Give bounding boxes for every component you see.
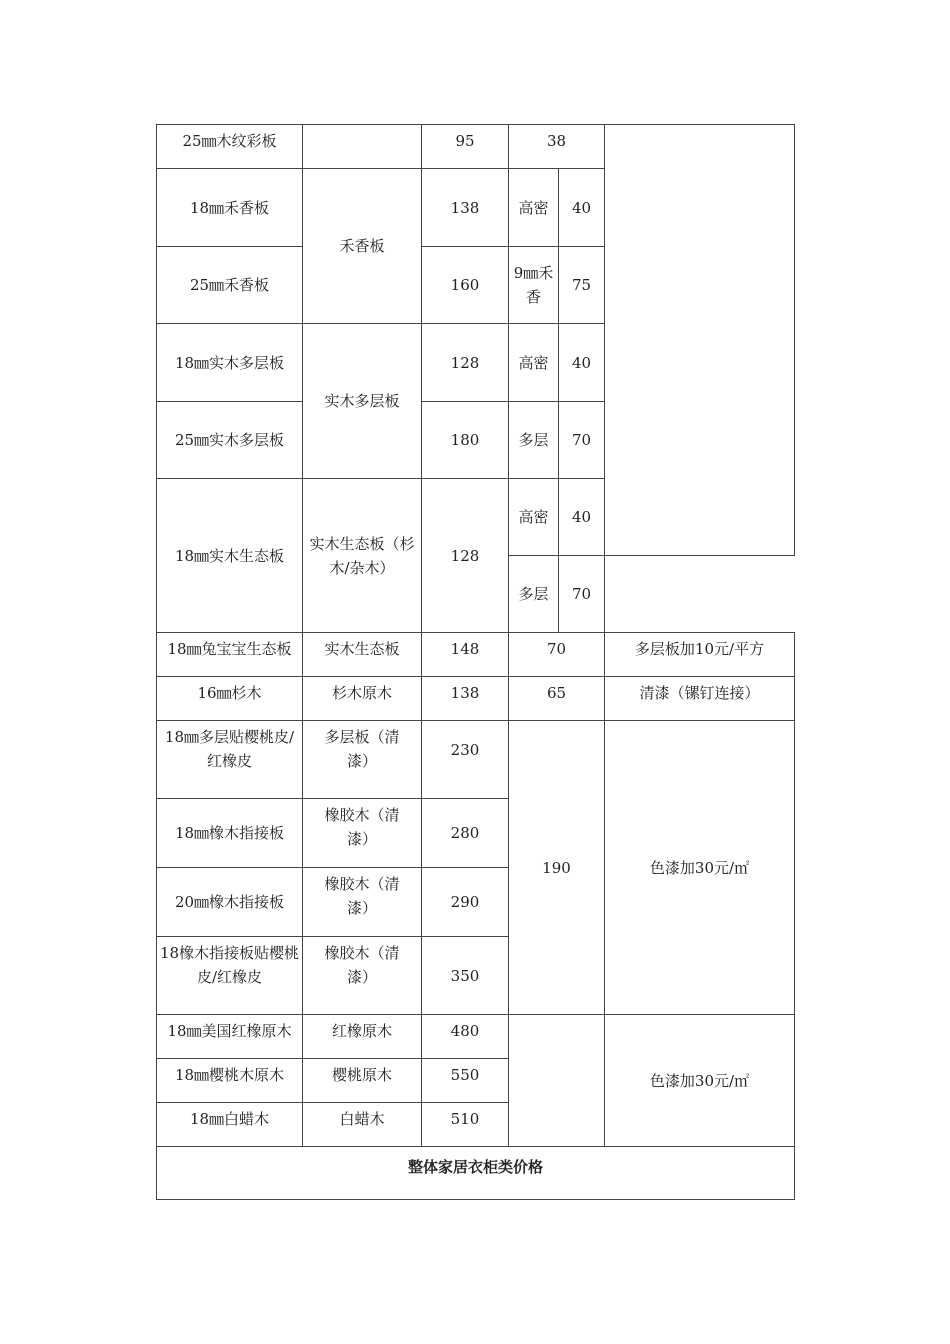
table-row (157, 721, 795, 799)
extra-price: 38 (509, 125, 605, 169)
table-row (157, 677, 795, 721)
note: 色漆加30元/㎡ (605, 721, 795, 1015)
material: 樱桃原木 (303, 1059, 422, 1103)
product-name: 18橡木指接板贴樱桃皮/红橡皮 (157, 937, 303, 1015)
sub-price: 70 (559, 402, 605, 479)
product-name: 18㎜实木多层板 (157, 324, 303, 402)
product-name: 18㎜白蜡木 (157, 1103, 303, 1147)
table-row (157, 1147, 795, 1200)
section-title: 整体家居衣柜类价格 (157, 1147, 795, 1200)
product-name: 18㎜实木生态板 (157, 479, 303, 633)
product-name: 18㎜兔宝宝生态板 (157, 633, 303, 677)
product-name: 18㎜多层贴樱桃皮/红橡皮 (157, 721, 303, 799)
price: 550 (422, 1059, 509, 1103)
material: 白蜡木 (303, 1103, 422, 1147)
product-name: 16㎜杉木 (157, 677, 303, 721)
price: 230 (422, 721, 509, 799)
price: 350 (422, 937, 509, 1015)
table-row (157, 125, 795, 169)
extra-price: 190 (509, 721, 605, 1015)
sub-type: 高密 (509, 324, 559, 402)
material: 橡胶木（清漆） (303, 799, 422, 868)
material: 多层板（清漆） (303, 721, 422, 799)
note-empty (605, 125, 795, 556)
product-name: 25㎜木纹彩板 (157, 125, 303, 169)
price: 138 (422, 677, 509, 721)
note: 色漆加30元/㎡ (605, 1015, 795, 1147)
material: 杉木原木 (303, 677, 422, 721)
extra-price: 65 (509, 677, 605, 721)
material: 实木生态板 (303, 633, 422, 677)
table-row (157, 633, 795, 677)
price: 290 (422, 868, 509, 937)
product-name: 18㎜禾香板 (157, 169, 303, 247)
note: 清漆（镙钉连接） (605, 677, 795, 721)
material: 实木多层板 (303, 324, 422, 479)
product-name: 18㎜樱桃木原木 (157, 1059, 303, 1103)
price: 138 (422, 169, 509, 247)
note: 多层板加10元/平方 (605, 633, 795, 677)
product-name: 18㎜美国红橡原木 (157, 1015, 303, 1059)
price: 148 (422, 633, 509, 677)
extra-price: 70 (509, 633, 605, 677)
product-name: 25㎜禾香板 (157, 247, 303, 324)
price: 480 (422, 1015, 509, 1059)
product-name: 20㎜橡木指接板 (157, 868, 303, 937)
sub-type: 高密 (509, 479, 559, 556)
product-name: 18㎜橡木指接板 (157, 799, 303, 868)
price: 280 (422, 799, 509, 868)
sub-price: 75 (559, 247, 605, 324)
price-table (156, 124, 795, 1200)
sub-price: 40 (559, 479, 605, 556)
material: 橡胶木（清漆） (303, 868, 422, 937)
material (303, 125, 422, 169)
price: 128 (422, 324, 509, 402)
sub-type: 高密 (509, 169, 559, 247)
extra-empty (509, 1015, 605, 1147)
sub-type: 多层 (509, 402, 559, 479)
price: 510 (422, 1103, 509, 1147)
table-row (157, 1015, 795, 1059)
sub-type: 9㎜禾香 (509, 247, 559, 324)
material: 红橡原木 (303, 1015, 422, 1059)
material: 禾香板 (303, 169, 422, 324)
product-name: 25㎜实木多层板 (157, 402, 303, 479)
material: 实木生态板（杉木/杂木） (303, 479, 422, 633)
sub-price: 40 (559, 169, 605, 247)
sub-type: 多层 (509, 556, 559, 633)
sub-price: 40 (559, 324, 605, 402)
price: 95 (422, 125, 509, 169)
price: 128 (422, 479, 509, 633)
material: 橡胶木（清漆） (303, 937, 422, 1015)
sub-price: 70 (559, 556, 605, 633)
price: 180 (422, 402, 509, 479)
price: 160 (422, 247, 509, 324)
